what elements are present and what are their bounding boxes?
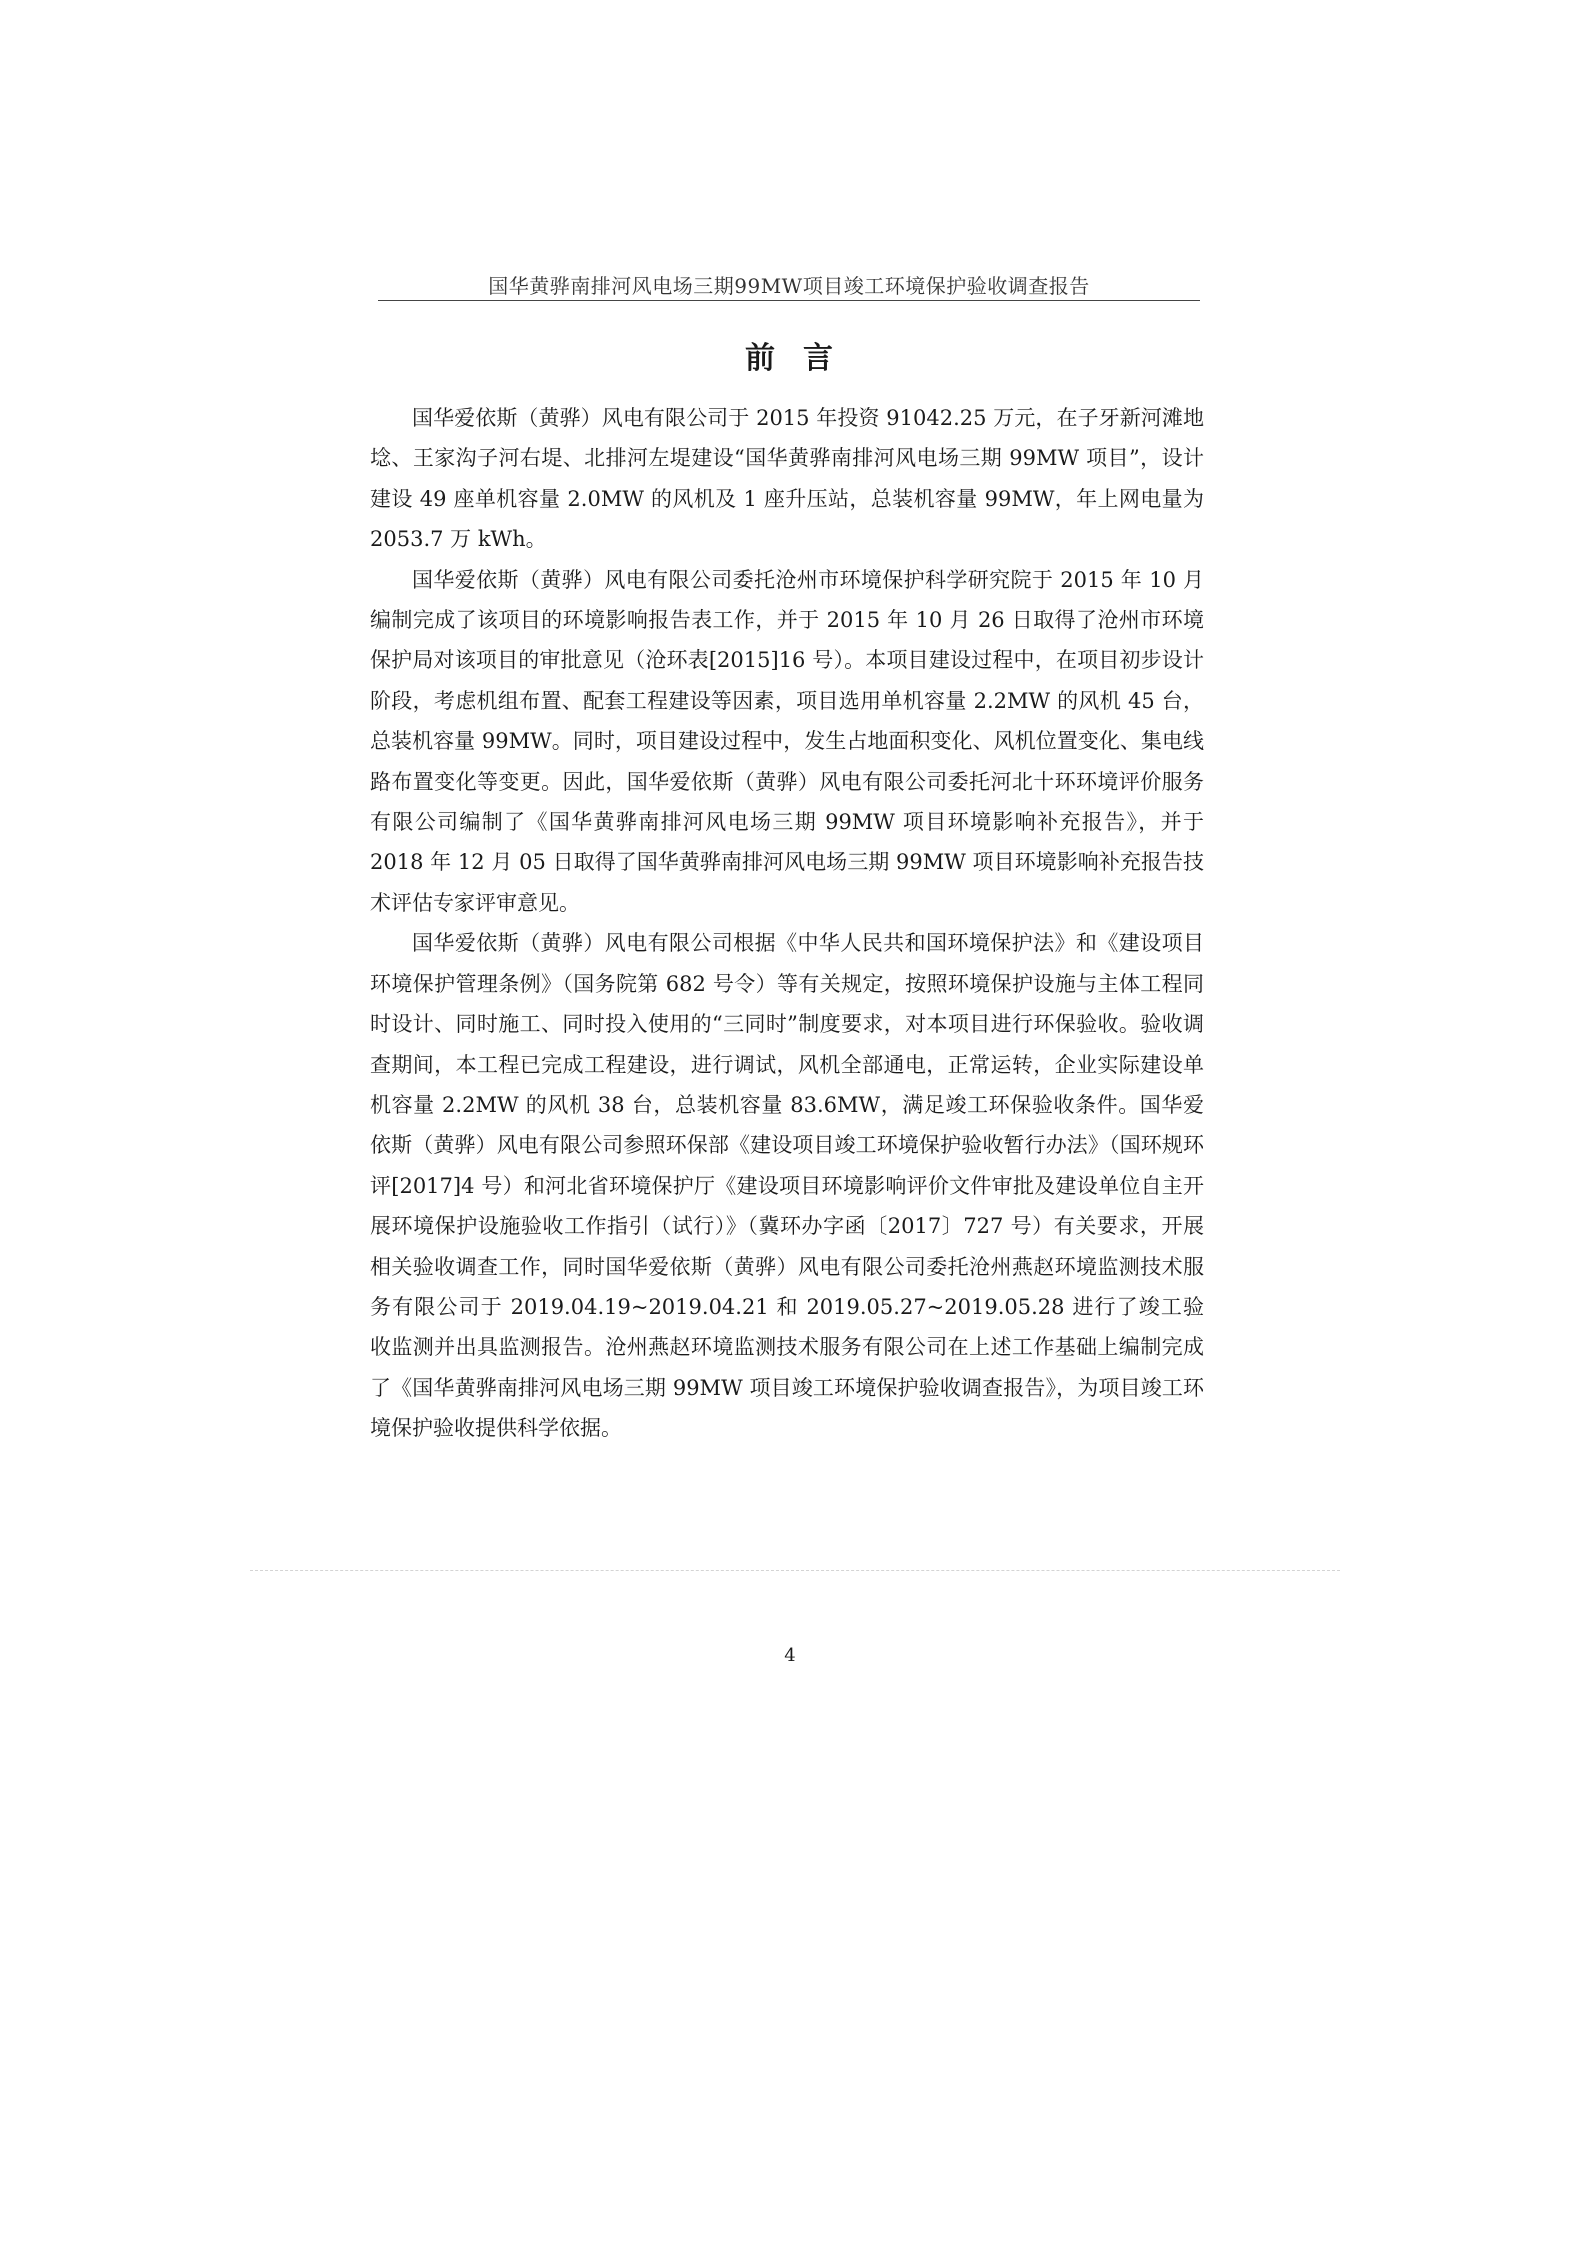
paragraph: 国华爱依斯（黄骅）风电有限公司根据《中华人民共和国环境保护法》和《建设项目环境保护管理条例》（国务院第 682 号令）等有关规定，按照环境保护设施与主体工程同时设计、同时施工、同时投入使用的“三同时”制度要求，对本项目进行环保验收。验收调查期间，本工程已完成工程建设，进行调试，风机全部通电，正常运转，企业实际建设单机容量 2.2MW 的风机 38 台，总装机容量 83.6MW，满足竣工环保验收条件。国华爱依斯（黄骅）风电有限公司参照环保部《建设项目竣工环境保护验收暂行办法》（国环规环评[2017]4 号）和河北省环境保护厅《建设项目环境影响评价文件审批及建设单位自主开展环境保护设施验收工作指引（试行）》（冀环办字函〔2017〕727 号）有关要求，开展相关验收调查工作，同时国华爱依斯（黄骅）风电有限公司委托沧州燕赵环境监测技术服务有限公司于 2019.04.19~2019.04.21 和 2019.05.27~2019.05.28 进行了竣工验收监测并出具监测报告。沧州燕赵环境监测技术服务有限公司在上述工作基础上编制完成了《国华黄骅南排河风电场三期 99MW 项目竣工环境保护验收调查报告》，为项目竣工环境保护验收提供科学依据。: [370, 931, 1204, 1441]
scan-line-artifact: [250, 1570, 1340, 1571]
paragraph: 国华爱依斯（黄骅）风电有限公司委托沧州市环境保护科学研究院于 2015 年 10 月编制完成了该项目的环境影响报告表工作，并于 2015 年 10 月 26 日取得了沧州市环境保护局对该项目的审批意见（沧环表[2015]16 号）。本项目建设过程中，在项目初步设计阶段，考虑机组布置、配套工程建设等因素，项目选用单机容量 2.2MW 的风机 45 台，总装机容量 99MW。同时，项目建设过程中，发生占地面积变化、风机位置变化、集电线路布置变化等变更。因此，国华爱依斯（黄骅）风电有限公司委托河北十环环境评价服务有限公司编制了《国华黄骅南排河风电场三期 99MW 项目环境影响补充报告》，并于 2018 年 12 月 05 日取得了国华黄骅南排河风电场三期 99MW 项目环境影响补充报告技术评估专家评审意见。: [370, 567, 1204, 915]
body-text: [370, 398, 1204, 1449]
section-title: 前言: [745, 341, 861, 376]
header-divider: [378, 300, 1200, 301]
paragraph: 国华爱依斯（黄骅）风电有限公司于 2015 年投资 91042.25 万元，在子牙新河滩地埝、王家沟子河右堤、北排河左堤建设“国华黄骅南排河风电场三期 99MW 项目”，设计建设 49 座单机容量 2.0MW 的风机及 1 座升压站，总装机容量 99MW，年上网电量为 2053.7 万 kWh。: [370, 406, 1204, 552]
running-header: 国华黄骅南排河风电场三期99MW项目竣工环境保护验收调查报告: [488, 274, 1090, 298]
page-number: 4: [784, 1645, 796, 1666]
